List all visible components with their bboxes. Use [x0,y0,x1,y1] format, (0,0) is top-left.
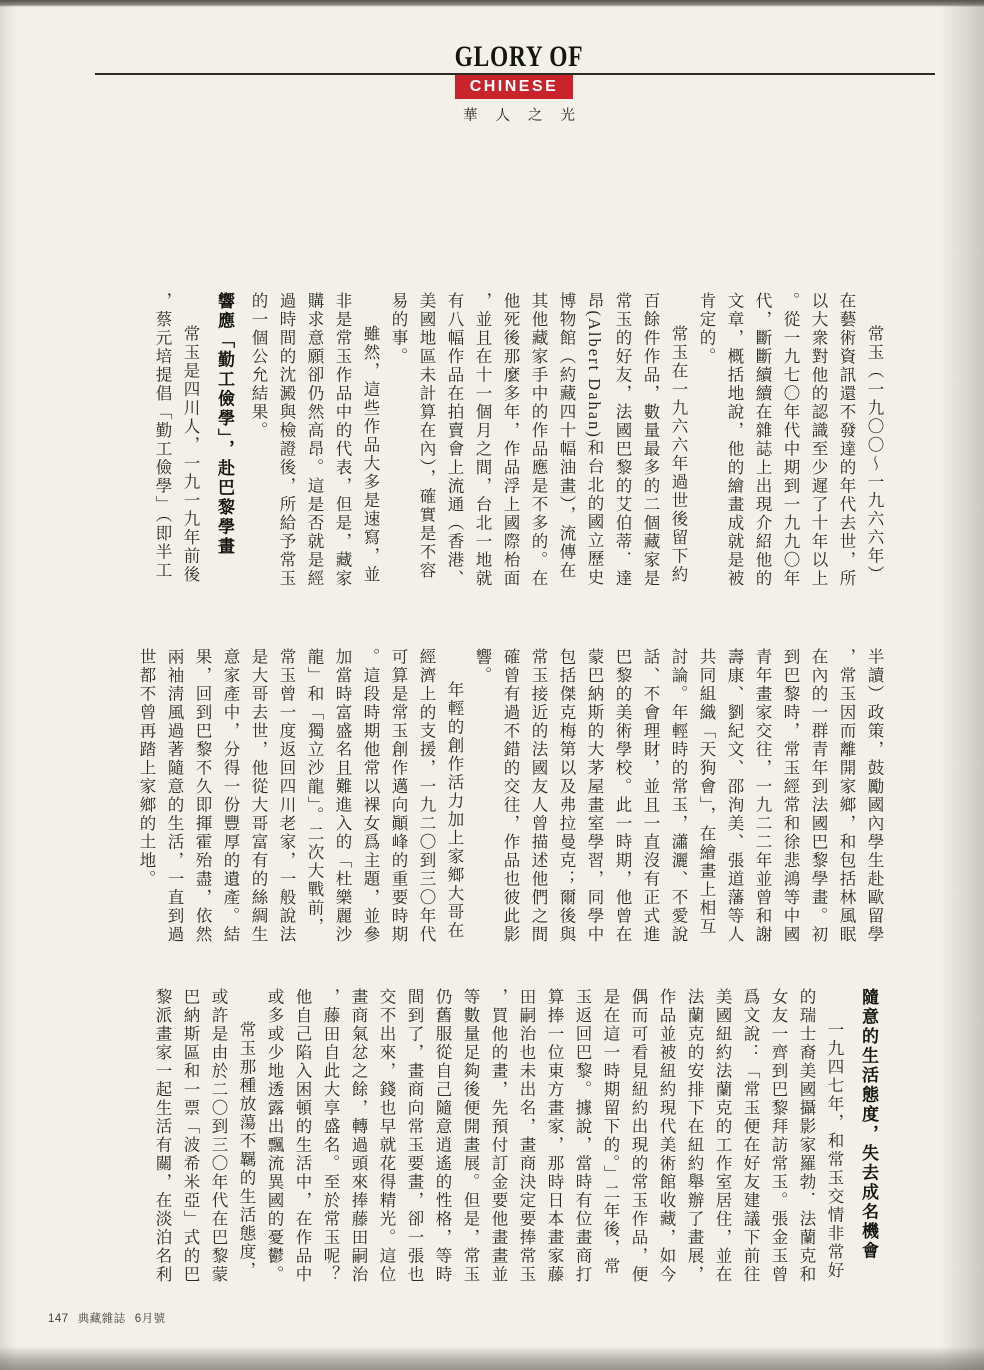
article-paragraph: 一九四七年，和常玉交情非常好的瑞士裔美國攝影家羅勃．法蘭克和女友一齊到巴黎拜訪常玉。張金玉曾爲文說：「常玉便在好友建議下前往美國紐約法蘭克的工作室居住，並在法蘭克的安排下在紐約舉辦了畫展，作品並被紐約現代美術館收藏，如今偶而可看見紐約出現的常玉作品，便是在這一時期留下的。」二年後，常玉返回巴黎。據說，當時有位畫商打算捧一位東方畫家，那時日本畫家藤田嗣治也未出名，畫商決定要捧常玉，買他的畫，先預付訂金要他畫畫並等數量足夠後便開畫展。但是，常玉仍舊服從自己隨意逍遙的性格，等時間到了，畫商向常玉要畫，卻一張也交不出來，錢也早就花得精光。這位畫商氣忿之餘，轉過頭來捧藤田嗣治，藤田自此大享盛名。至於常玉呢？他自己陷入困頓的生活中，在作品中或多或少地透露出飄流異國的憂鬱。 [265,988,844,1284]
article-paragraph: 常玉是四川人，一九一九年前後，蔡元培提倡「勤工儉學」（即半工 [153,292,200,584]
text-band-1 [148,292,888,590]
footer-issue: 6月號 [134,1313,166,1325]
article-paragraph: 雖然，這些作品大多是速寫，並非是常玉作品中的代表，但是，藏家購求意願卻仍然高昂。這是否就是經過時間的沈澱與檢證後，所給予常玉的一個公允結果。 [249,292,380,588]
article-paragraph: 常玉（一九〇〇～一九六六年）在藝術資訊還不發達的年代去世，所以大衆對他的認識至少遲了十年以上。從一九七〇年代中期到一九九〇年代，斷斷續續在雜誌上出現介紹他的文章，概括地說，他的繪畫成就是被肯定的。 [697,292,884,588]
scan-edge-bottom [0,1346,984,1370]
scan-edge-right [940,0,984,1370]
chinese-banner [455,75,573,99]
article-paragraph: 半讀）政策，鼓勵國內學生赴歐留學，常玉因而離開家鄉，和包括林風眠在內的一群青年到法國巴黎學畫。初到巴黎時，常玉經常和徐悲鴻等中國青年畫家交往，一九二二年並曾和謝壽康、劉紀文、邵洵美、張道藩等人共同組織「天狗會」，在繪畫上相互討論。年輕時的常玉，瀟灑、不愛說話、不會理財，並且一直沒有正式進巴黎的美術學校。此一時期，他曾在蒙巴納斯的大茅屋畫室學習，同學中包括傑克梅第以及弗拉曼克；爾後與常玉接近的法國友人曾描述他們之間確曾有過不錯的交往，作品也彼此影響。 [473,648,884,944]
glory-of-text: GLORY OF [454,40,584,73]
footer-magazine-name: 典藏雜誌 [77,1313,126,1325]
scan-edge-left [0,0,16,1370]
footer-page-number: 147 [48,1313,69,1325]
scan-edge-top [0,0,984,7]
text-band-2 [132,648,888,946]
section-heading: 響應「勤工儉學」，赴巴黎學畫 [215,292,234,557]
page-footer [48,1310,175,1326]
article-paragraph: 常玉在一九六六年過世後留下約百餘件作品，數量最多的二個藏家是常玉的好友，法國巴黎的艾伯蒂．達昂(Albert Dahan)和台北的國立歷史博物館（約藏四十幅油畫），流傳在其他藏家手中的作品應是不多的。在他死後那麼多年，作品浮上國際枱面，並且在十一個月之間，台北一地就有八幅作品在拍賣會上流通（香港、美國地區未計算在內），確實是不容易的事。 [389,292,688,588]
text-band-3 [148,988,888,1286]
header-subtitle: 華人之光 [463,108,593,124]
chinese-banner-label: CHINESE [469,78,559,95]
article-paragraph: 常玉那種放蕩不羈的生活態度，或許是由於二〇到三〇年代在巴黎蒙巴納斯區和一票「波希米亞」式的巴黎派畫家一起生活有關，在淡泊名利 [153,988,256,1284]
section-heading: 隨意的生活態度，失去成名機會 [859,988,878,1261]
article-paragraph: 年輕的創作活力加上家鄉大哥在經濟上的支援，一九二〇到三〇年代可算是常玉創作邁向顚峰的重要時期。這段時期他常以裸女爲主題，並參加當時富盛名且難進入的「杜樂麗沙龍」和「獨立沙龍」。二次大戰前，常玉曾一度返回四川老家，一般說法是大哥去世，他從大哥富有的絲綢生意家產中，分得一份豐厚的遺產。結果，回到巴黎不久即揮霍殆盡，依然兩袖淸風過著隨意的生活，一直到過世都不曾再踏上家鄉的土地。 [137,648,464,944]
